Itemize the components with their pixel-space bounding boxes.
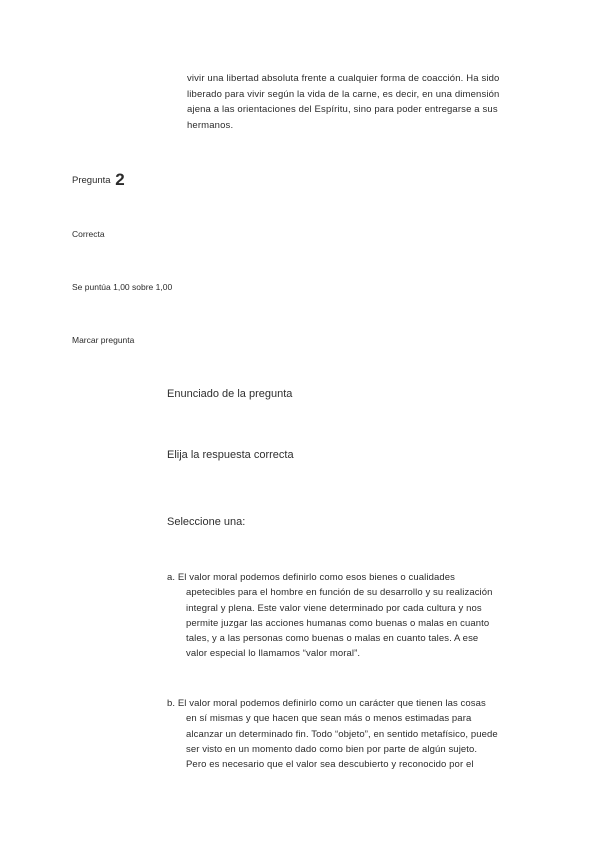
option-line [167, 696, 537, 711]
option-letter: a. [167, 572, 176, 583]
option-text: El valor moral podemos definirlo como un carácter que tienen las cosas [177, 698, 486, 709]
question-status: Correcta [72, 229, 105, 239]
statement-heading: Enunciado de la pregunta [167, 388, 293, 400]
option-line: tales, y a las personas como buenas o malas en cuanto tales. A ese [186, 633, 479, 645]
previous-answer-text [187, 71, 527, 133]
previous-answer-line: ajena a las orientaciones del Espíritu, sino para poder entregarse a sus [187, 104, 498, 115]
question-number: 2 [115, 170, 125, 189]
answer-option-b[interactable] [167, 696, 537, 772]
option-line: apetecibles para el hombre en función de su desarrollo y su realización [186, 587, 493, 599]
option-line: alcanzar un determinado fin. Todo “objeto”, en sentido metafísico, puede [186, 728, 498, 740]
previous-answer-line: liberado para vivir según la vida de la carne, es decir, en una dimensión [187, 88, 500, 100]
flag-question-link[interactable]: Marcar pregunta [72, 335, 135, 345]
question-score: Se puntúa 1,00 sobre 1,00 [72, 282, 173, 292]
option-line: Pero es necesario que el valor sea descubierto y reconocido por el [186, 759, 474, 771]
option-line: ser visto en un momento dado como bien por parte de algún sujeto. [186, 743, 478, 755]
option-letter: b. [167, 698, 176, 709]
option-line [167, 570, 537, 585]
option-text: El valor moral podemos definirlo como esos bienes o cualidades [177, 572, 455, 583]
option-line: en sí mismas y que hacen que sean más o menos estimadas para [186, 713, 472, 725]
option-line: integral y plena. Este valor viene determinado por cada cultura y nos [186, 602, 482, 614]
question-label: Pregunta [72, 175, 111, 186]
previous-answer-line: hermanos. [187, 119, 234, 131]
question-title [72, 170, 125, 190]
select-one-label: Seleccione una: [167, 516, 246, 528]
option-line: valor especial lo llamamos “valor moral”. [186, 648, 361, 660]
answer-option-a[interactable] [167, 570, 537, 662]
option-line: permite juzgar las acciones humanas como buenas o malas en cuanto [186, 617, 490, 629]
previous-answer-line: vivir una libertad absoluta frente a cualquier forma de coacción. Ha sido [187, 73, 500, 84]
question-prompt: Elija la respuesta correcta [167, 449, 294, 461]
